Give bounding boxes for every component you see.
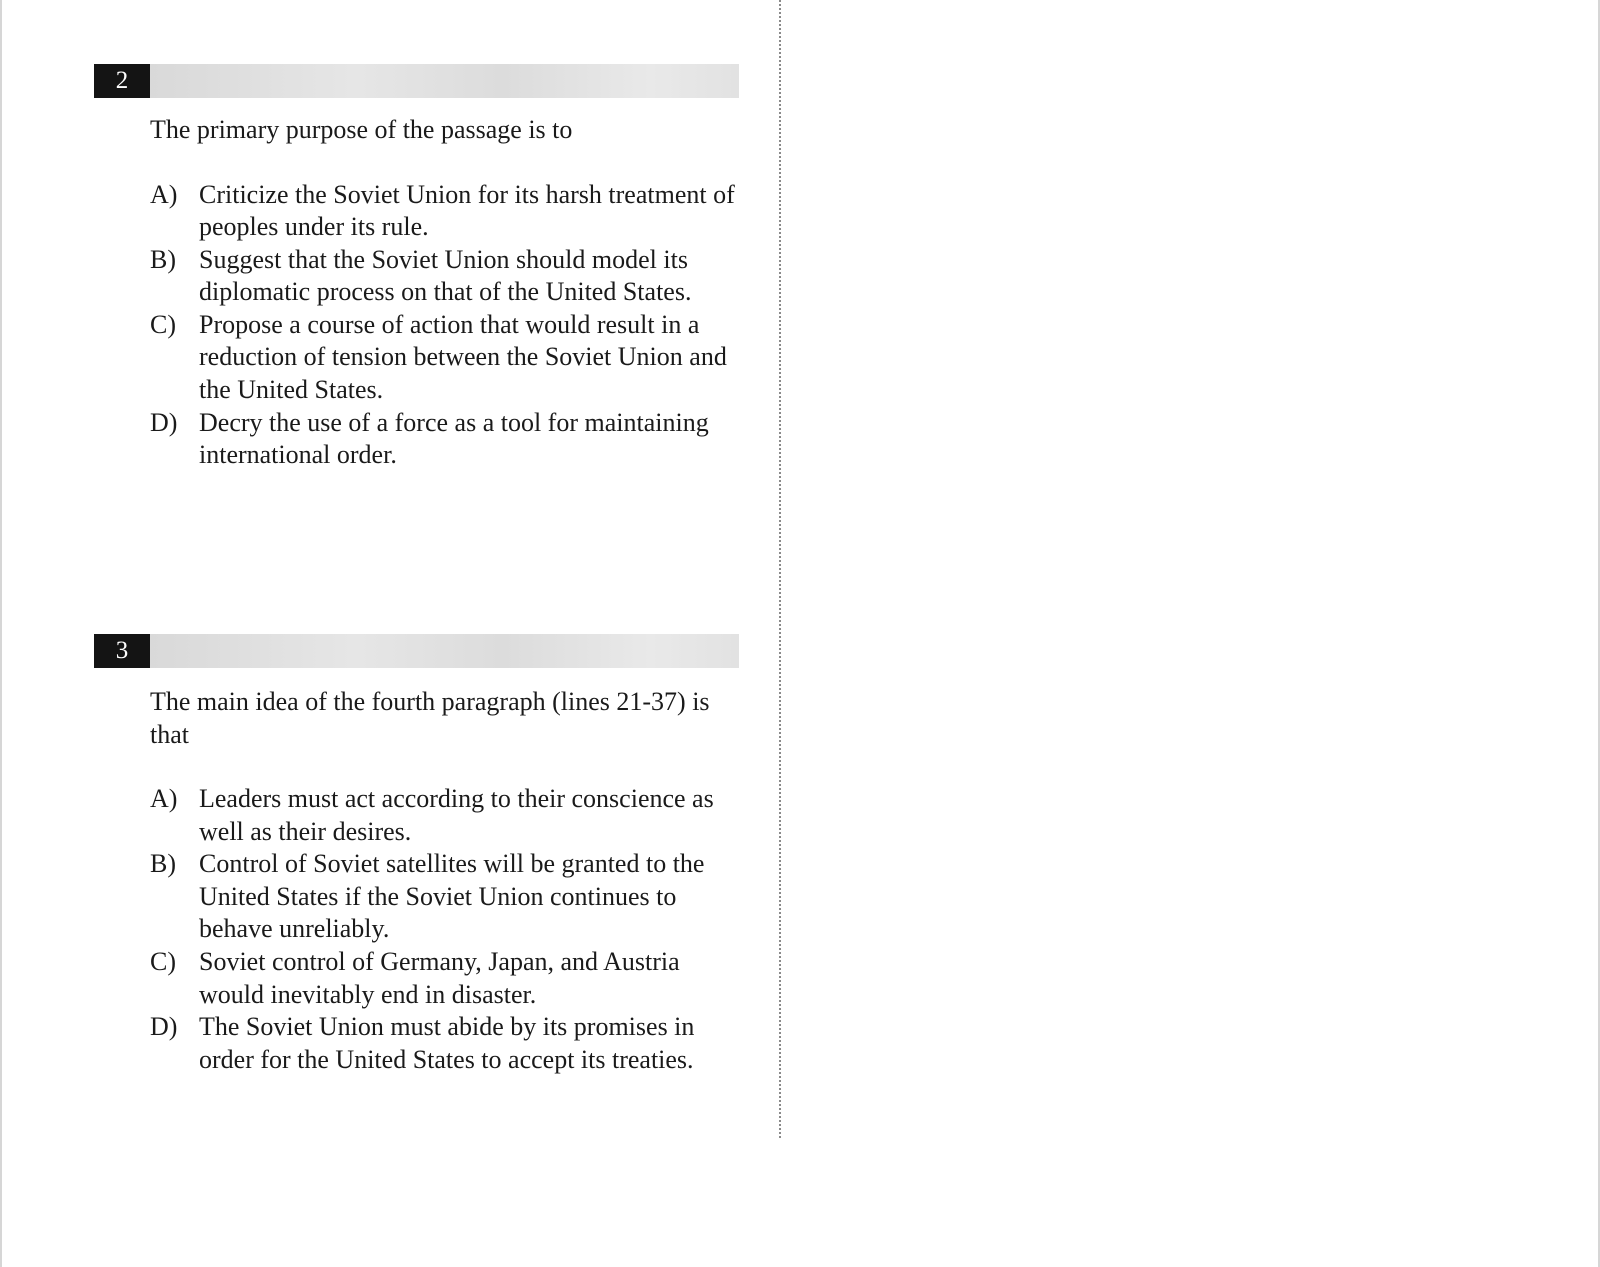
choice-text: Suggest that the Soviet Union should model its diplomatic process on that of the United States. bbox=[199, 244, 692, 307]
choice-letter: D) bbox=[150, 1012, 178, 1042]
choice-text: Criticize the Soviet Union for its harsh treatment of peoples under its rule. bbox=[199, 179, 735, 242]
question-2 bbox=[94, 64, 739, 472]
answer-choices bbox=[150, 179, 740, 472]
choice-letter: A) bbox=[150, 179, 178, 209]
answer-choice-b[interactable] bbox=[150, 244, 740, 309]
question-3 bbox=[94, 634, 739, 1076]
question-number-badge: 3 bbox=[94, 634, 150, 668]
answer-choice-a[interactable] bbox=[150, 179, 740, 244]
question-header-bar bbox=[150, 64, 739, 98]
answer-choice-d[interactable] bbox=[150, 1011, 740, 1076]
choice-text: Control of Soviet satellites will be granted to the United States if the Soviet Union continues to behave unreliably. bbox=[199, 849, 705, 944]
column-divider bbox=[779, 0, 781, 1138]
question-stem: The primary purpose of the passage is to bbox=[150, 115, 573, 144]
choice-text: The Soviet Union must abide by its promises in order for the United States to accept its treaties. bbox=[199, 1012, 695, 1074]
choice-letter: C) bbox=[150, 309, 176, 339]
choice-text: Propose a course of action that would result in a reduction of tension between the Soviet Union and the United States. bbox=[199, 309, 727, 405]
answer-choice-a[interactable] bbox=[150, 783, 740, 848]
choice-letter: D) bbox=[150, 407, 178, 437]
choice-letter: B) bbox=[150, 849, 176, 879]
answer-choice-c[interactable] bbox=[150, 309, 740, 407]
answer-choice-d[interactable] bbox=[150, 407, 740, 472]
choice-letter: A) bbox=[150, 784, 178, 813]
answer-choice-c[interactable] bbox=[150, 946, 740, 1011]
answer-choices bbox=[150, 783, 740, 1076]
question-stem: The main idea of the fourth paragraph (lines 21-37) is that bbox=[150, 687, 710, 749]
answer-choice-b[interactable] bbox=[150, 848, 740, 946]
choice-text: Decry the use of a force as a tool for maintaining international order. bbox=[199, 407, 709, 470]
question-header bbox=[94, 634, 739, 668]
question-header bbox=[94, 64, 739, 98]
choice-letter: C) bbox=[150, 946, 176, 976]
page-edge-left bbox=[0, 0, 2, 1267]
choice-text: Leaders must act according to their conscience as well as their desires. bbox=[199, 784, 714, 846]
question-header-bar bbox=[150, 634, 739, 668]
choice-letter: B) bbox=[150, 244, 176, 274]
choice-text: Soviet control of Germany, Japan, and Austria would inevitably end in disaster. bbox=[199, 946, 680, 1009]
question-number-badge: 2 bbox=[94, 64, 150, 98]
